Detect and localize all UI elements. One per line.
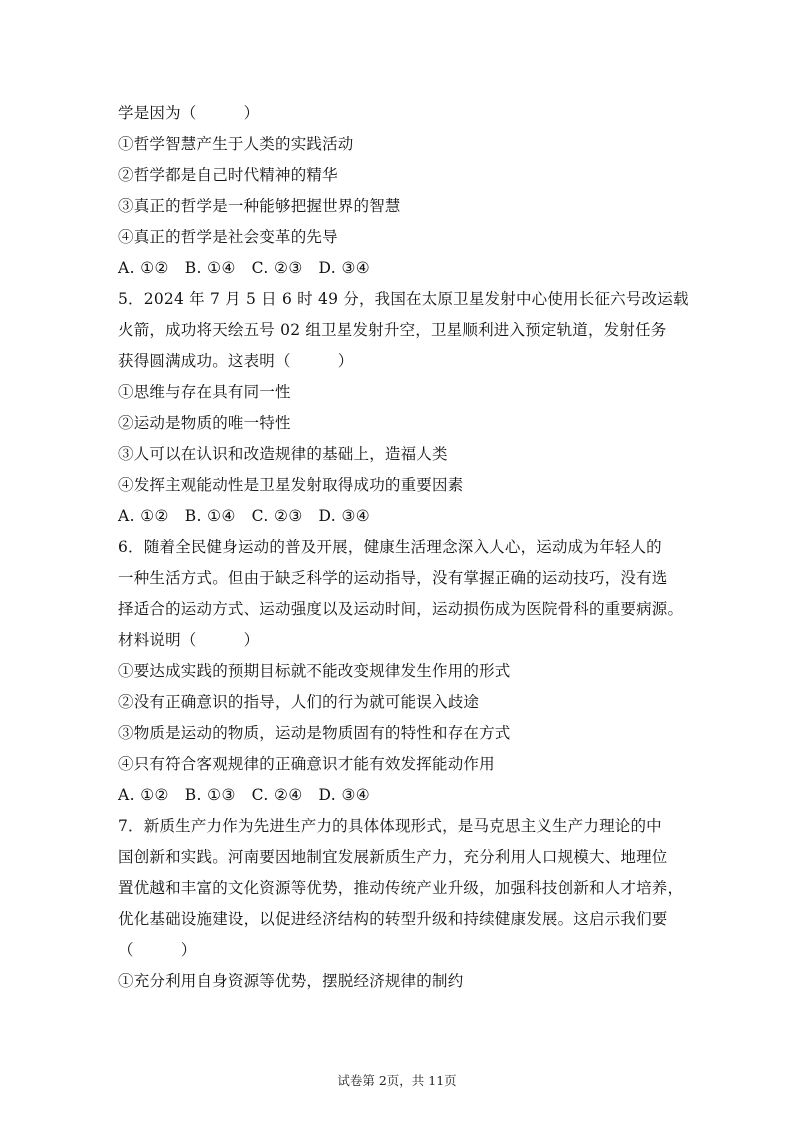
q7-stem-line-1: 7．新质生产力作为先进生产力的具体体现形式，是马克思主义生产力理论的中 <box>118 817 662 835</box>
q6-stem-line-4: 材料说明（ ） <box>118 631 260 649</box>
q4-stem-continuation: 学是因为（ ） <box>118 104 260 122</box>
q5-option-4: ④发挥主观能动性是卫星发射取得成功的重要因素 <box>118 476 464 494</box>
q4-option-3: ③真正的哲学是一种能够把握世界的智慧 <box>118 197 401 215</box>
q7-stem-line-3: 置优越和丰富的文化资源等优势，推动传统产业升级，加强科技创新和人才培养， <box>118 879 684 897</box>
q6-stem-line-1: 6．随着全民健身运动的普及开展，健康生活理念深入人心，运动成为年轻人的 <box>118 538 662 556</box>
q5-stem-line-3: 获得圆满成功。这表明（ ） <box>118 352 354 370</box>
q4-answer-choices: A. ①② B. ①④ C. ②③ D. ③④ <box>118 259 371 277</box>
q6-answer-choices: A. ①② B. ①③ C. ②④ D. ③④ <box>118 786 371 804</box>
q5-option-1: ①思维与存在具有同一性 <box>118 383 291 401</box>
q6-stem-line-2: 一种生活方式。但由于缺乏科学的运动指导，没有掌握正确的运动技巧，没有选 <box>118 569 668 587</box>
q5-option-2: ②运动是物质的唯一特性 <box>118 414 291 432</box>
q7-stem-line-5: （ ） <box>118 941 197 959</box>
q4-option-1: ①哲学智慧产生于人类的实践活动 <box>118 135 354 153</box>
q6-stem-line-3: 择适合的运动方式、运动强度以及运动时间，运动损伤成为医院骨科的重要病源。 <box>118 600 684 618</box>
q7-option-1: ①充分利用自身资源等优势，摆脱经济规律的制约 <box>118 972 464 990</box>
q4-option-4: ④真正的哲学是社会变革的先导 <box>118 228 338 246</box>
q6-option-3: ③物质是运动的物质，运动是物质固有的特性和存在方式 <box>118 724 511 742</box>
q6-option-1: ①要达成实践的预期目标就不能改变规律发生作用的形式 <box>118 662 511 680</box>
q5-stem-line-1: 5．2024 年 7 月 5 日 6 时 49 分，我国在太原卫星发射中心使用长征六号改运载 <box>118 290 689 308</box>
q4-option-2: ②哲学都是自己时代精神的精华 <box>118 166 338 184</box>
q7-stem-line-2: 国创新和实践。河南要因地制宜发展新质生产力，充分利用人口规模大、地理位 <box>118 848 668 866</box>
page-footer: 试卷第 2页，共 11页 <box>337 1073 457 1088</box>
q5-stem-line-2: 火箭，成功将天绘五号 02 组卫星发射升空，卫星顺利进入预定轨道，发射任务 <box>118 321 667 339</box>
q6-option-4: ④只有符合客观规律的正确意识才能有效发挥能动作用 <box>118 755 495 773</box>
q6-option-2: ②没有正确意识的指导，人们的行为就可能误入歧途 <box>118 693 480 711</box>
q5-option-3: ③人可以在认识和改造规律的基础上，造福人类 <box>118 445 448 463</box>
q5-answer-choices: A. ①② B. ①④ C. ②③ D. ③④ <box>118 507 371 525</box>
question-content <box>118 98 689 997</box>
q7-stem-line-4: 优化基础设施建设，以促进经济结构的转型升级和持续健康发展。这启示我们要 <box>118 910 668 928</box>
